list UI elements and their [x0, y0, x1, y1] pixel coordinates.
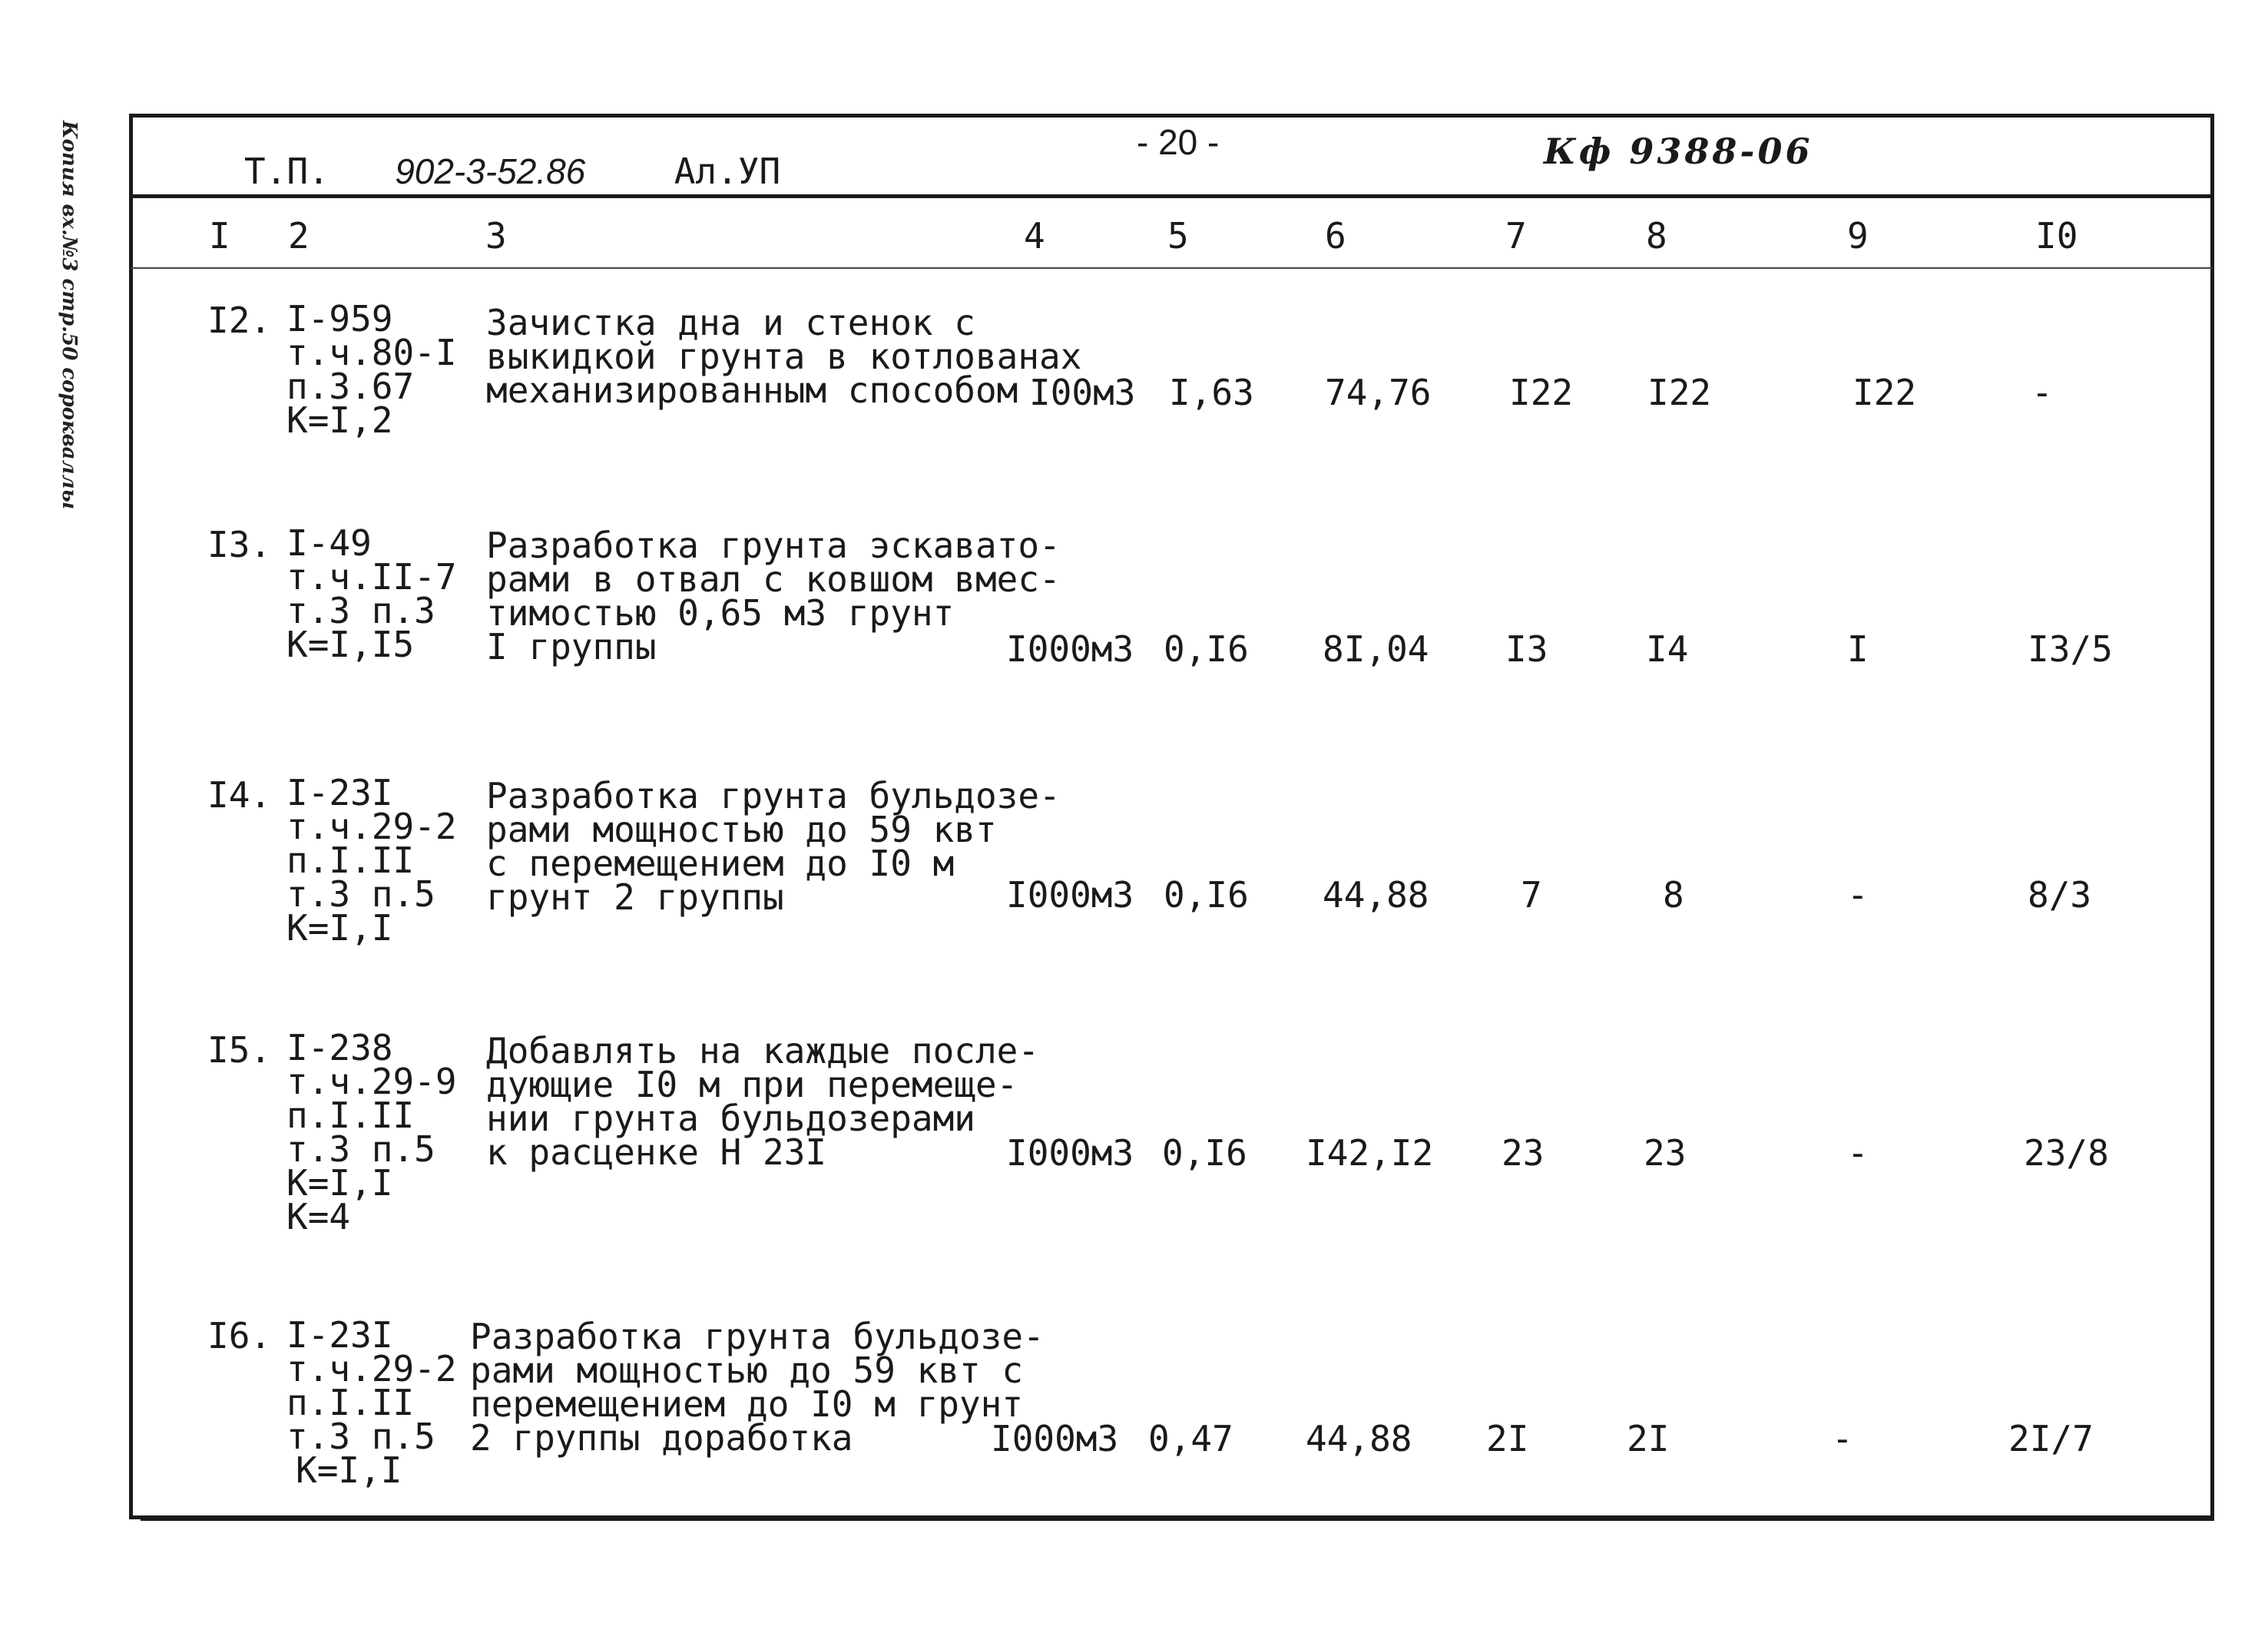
col9-cell: - [1847, 1132, 1869, 1174]
reference-line: п.I.II [286, 1095, 415, 1136]
unit-cell: I000м3 [1006, 1132, 1134, 1174]
price-cell: I42,I2 [1306, 1132, 1434, 1174]
row-reference [286, 1314, 457, 1491]
description-line: рами в отвал с ковшом вмес- [486, 558, 1061, 600]
column-number-1: I [209, 215, 230, 257]
description-line: рами мощностью до 59 квт с [470, 1350, 1024, 1391]
col9-cell: I [1847, 628, 1869, 670]
reference-line: т.3 п.5 [286, 873, 435, 915]
price-cell: 44,88 [1323, 874, 1429, 916]
header-divider [129, 194, 2214, 198]
quantity-cell: 0,47 [1148, 1418, 1233, 1459]
document-reference [244, 151, 780, 192]
col7-cell: I22 [1509, 372, 1574, 413]
reference-line: К=I,I [286, 907, 393, 949]
unit-cell: I000м3 [991, 1418, 1119, 1459]
row-number: I3. [207, 524, 272, 565]
col9-cell: - [1832, 1418, 1853, 1459]
col10-cell: I3/5 [2028, 628, 2113, 670]
col10-cell: 23/8 [2024, 1132, 2109, 1174]
side-note-text: Копия вх.№3 стр.50 сорокваллы [58, 120, 81, 510]
row-description [470, 1316, 1045, 1459]
col10-cell: - [2031, 372, 2053, 413]
reference-line: I-23I [286, 1314, 393, 1356]
description-line: нии грунта бульдозерами [486, 1098, 975, 1139]
column-number-7: 7 [1505, 215, 1527, 257]
quantity-cell: I,63 [1169, 372, 1254, 413]
column-number-8: 8 [1646, 215, 1667, 257]
row-reference [286, 772, 457, 949]
description-line: дующие I0 м при перемеще- [486, 1064, 1018, 1105]
description-line: Разработка грунта бульдозе- [470, 1316, 1045, 1357]
reference-line: I-23I [286, 772, 393, 813]
row-number: I4. [207, 774, 272, 816]
row-reference [286, 522, 457, 665]
description-line: к расценке Н 23I [486, 1131, 827, 1173]
col9-cell: - [1847, 874, 1869, 916]
col7-cell: 2I [1486, 1418, 1529, 1459]
column-header-divider [131, 267, 2212, 269]
frame-bottom-border [141, 1516, 2214, 1521]
col8-cell: I4 [1646, 628, 1689, 670]
quantity-cell: 0,I6 [1162, 1132, 1247, 1174]
row-number: I6. [207, 1315, 272, 1356]
column-number-6: 6 [1325, 215, 1346, 257]
reference-line: т.ч.II-7 [286, 556, 457, 598]
col10-cell: 2I/7 [2008, 1418, 2094, 1459]
description-line: 2 группы доработка [470, 1417, 853, 1459]
quantity-cell: 0,I6 [1164, 628, 1249, 670]
reference-line: К=I,2 [286, 399, 393, 441]
price-cell: 8I,04 [1323, 628, 1429, 670]
row-description [486, 302, 1082, 411]
col7-cell: 7 [1521, 874, 1542, 916]
doc-number: 902-3-52.86 [395, 151, 586, 191]
column-number-2: 2 [288, 215, 310, 257]
col7-cell: 23 [1502, 1132, 1545, 1174]
row-number: I2. [207, 300, 272, 341]
reference-line: т.ч.80-I [286, 332, 457, 373]
description-line: с перемещением до I0 м [486, 843, 955, 884]
row-reference [286, 298, 457, 441]
price-cell: 74,76 [1325, 372, 1432, 413]
col8-cell: I22 [1647, 372, 1712, 413]
document-code: Кф 9388-06 [1544, 131, 1813, 172]
reference-line: К=4 [286, 1196, 351, 1237]
side-note [46, 115, 92, 515]
reference-line: т.3 п.5 [286, 1416, 435, 1457]
row-reference [286, 1027, 457, 1237]
column-number-9: 9 [1847, 215, 1869, 257]
reference-line: п.I.II [286, 840, 415, 881]
reference-line: I-49 [286, 522, 372, 564]
column-number-3: 3 [485, 215, 507, 257]
description-line: тимостью 0,65 м3 грунт [486, 592, 955, 634]
column-number-5: 5 [1167, 215, 1189, 257]
reference-line: т.3 п.3 [286, 590, 435, 631]
reference-line: К=I,I [296, 1449, 402, 1491]
row-description [486, 1030, 1040, 1173]
unit-cell: I00м3 [1029, 372, 1136, 413]
column-number-10: I0 [2035, 215, 2078, 257]
row-number: I5. [207, 1029, 272, 1071]
col10-cell: 8/3 [2028, 874, 2092, 916]
description-line: выкидкой грунта в котлованах [486, 336, 1082, 377]
row-description [486, 775, 1061, 918]
description-line: грунт 2 группы [486, 876, 784, 918]
album-label: Ал.УП [674, 151, 781, 192]
reference-line: п.3.67 [286, 366, 415, 407]
description-line: механизированным способом [486, 369, 1018, 411]
reference-line: I-959 [286, 298, 393, 340]
description-line: Добавлять на каждые после- [486, 1030, 1040, 1072]
reference-line: т.3 п.5 [286, 1128, 435, 1170]
unit-cell: I000м3 [1006, 874, 1134, 916]
reference-line: т.ч.29-2 [286, 806, 457, 847]
description-line: Разработка грунта эскавато- [486, 525, 1061, 566]
reference-line: К=I,I5 [286, 624, 415, 665]
doc-prefix: Т.П. [244, 151, 329, 192]
row-description [486, 525, 1061, 667]
reference-line: К=I,I [286, 1162, 393, 1204]
description-line: рами мощностью до 59 квт [486, 809, 997, 850]
col8-cell: 23 [1644, 1132, 1687, 1174]
description-line: I группы [486, 626, 657, 667]
page-number: - 20 - [1137, 122, 1220, 162]
col8-cell: 2I [1627, 1418, 1670, 1459]
price-cell: 44,88 [1306, 1418, 1412, 1459]
reference-line: т.ч.29-9 [286, 1061, 457, 1102]
description-line: Разработка грунта бульдозе- [486, 775, 1061, 816]
description-line: Зачистка дна и стенок с [486, 302, 975, 343]
description-line: перемещением до I0 м грунт [470, 1383, 1024, 1425]
col7-cell: I3 [1505, 628, 1548, 670]
reference-line: п.I.II [286, 1382, 415, 1423]
unit-cell: I000м3 [1006, 628, 1134, 670]
reference-line: т.ч.29-2 [286, 1348, 457, 1390]
quantity-cell: 0,I6 [1164, 874, 1249, 916]
column-number-4: 4 [1024, 215, 1045, 257]
col9-cell: I22 [1852, 372, 1917, 413]
col8-cell: 8 [1663, 874, 1684, 916]
reference-line: I-238 [286, 1027, 393, 1068]
